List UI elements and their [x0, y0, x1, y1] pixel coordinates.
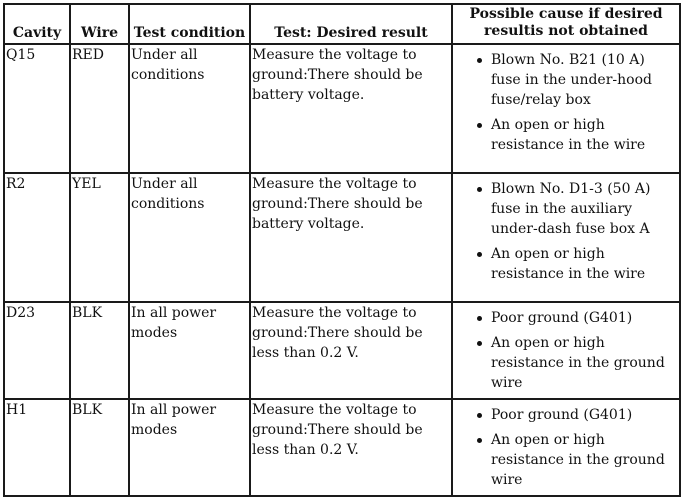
cause-cell	[452, 302, 680, 399]
cause-item	[453, 244, 675, 284]
cavity-cell: Q15	[4, 44, 70, 173]
header-row	[4, 4, 680, 44]
header-possible-cause: Possible cause if desired resultis not obtained	[452, 4, 680, 44]
cause-text: Poor ground (G401)	[491, 310, 633, 326]
cause-item	[453, 405, 675, 425]
bullet-icon	[477, 187, 482, 192]
wire-cell: RED	[70, 44, 129, 173]
header-test-condition: Test condition	[129, 4, 250, 44]
result-cell: Measure the voltage to ground:There should be battery voltage.	[250, 44, 452, 173]
cause-text: Blown No. B21 (10 A) fuse in the under-hood fuse/relay box	[491, 52, 652, 108]
condition-cell: In all power modes	[129, 399, 250, 496]
bullet-icon	[477, 341, 482, 346]
table-row	[4, 302, 680, 399]
header-cavity: Cavity	[4, 4, 70, 44]
condition-cell: In all power modes	[129, 302, 250, 399]
cause-list	[453, 179, 675, 284]
cause-item	[453, 115, 675, 155]
cause-text: An open or high resistance in the ground wire	[491, 335, 665, 391]
table-row	[4, 399, 680, 496]
result-cell: Measure the voltage to ground:There should be less than 0.2 V.	[250, 399, 452, 496]
header-wire: Wire	[70, 4, 129, 44]
condition-cell: Under all conditions	[129, 173, 250, 302]
table-row	[4, 173, 680, 302]
bullet-icon	[477, 58, 482, 63]
result-cell: Measure the voltage to ground:There should be less than 0.2 V.	[250, 302, 452, 399]
test-table	[3, 3, 681, 497]
bullet-icon	[477, 123, 482, 128]
cause-cell	[452, 173, 680, 302]
cause-text: An open or high resistance in the wire	[491, 117, 646, 153]
condition-cell: Under all conditions	[129, 44, 250, 173]
wire-cell: BLK	[70, 399, 129, 496]
bullet-icon	[477, 316, 482, 321]
wire-cell: YEL	[70, 173, 129, 302]
table-row	[4, 44, 680, 173]
cause-item	[453, 430, 675, 490]
header-desired-result: Test: Desired result	[250, 4, 452, 44]
cause-list	[453, 308, 675, 393]
cause-item	[453, 308, 675, 328]
cause-item	[453, 179, 675, 239]
cause-text: An open or high resistance in the wire	[491, 246, 646, 282]
wire-cell: BLK	[70, 302, 129, 399]
test-table-container	[3, 3, 681, 497]
cause-text: Blown No. D1-3 (50 A) fuse in the auxiliary under-dash fuse box A	[491, 181, 651, 237]
cause-list	[453, 405, 675, 490]
cause-cell	[452, 399, 680, 496]
cause-text: An open or high resistance in the ground wire	[491, 432, 665, 488]
cause-cell	[452, 44, 680, 173]
cause-text: Poor ground (G401)	[491, 407, 633, 423]
cause-list	[453, 50, 675, 155]
bullet-icon	[477, 252, 482, 257]
bullet-icon	[477, 438, 482, 443]
bullet-icon	[477, 413, 482, 418]
result-cell: Measure the voltage to ground:There should be battery voltage.	[250, 173, 452, 302]
cause-item	[453, 50, 675, 110]
cavity-cell: R2	[4, 173, 70, 302]
cavity-cell: H1	[4, 399, 70, 496]
cause-item	[453, 333, 675, 393]
cavity-cell: D23	[4, 302, 70, 399]
